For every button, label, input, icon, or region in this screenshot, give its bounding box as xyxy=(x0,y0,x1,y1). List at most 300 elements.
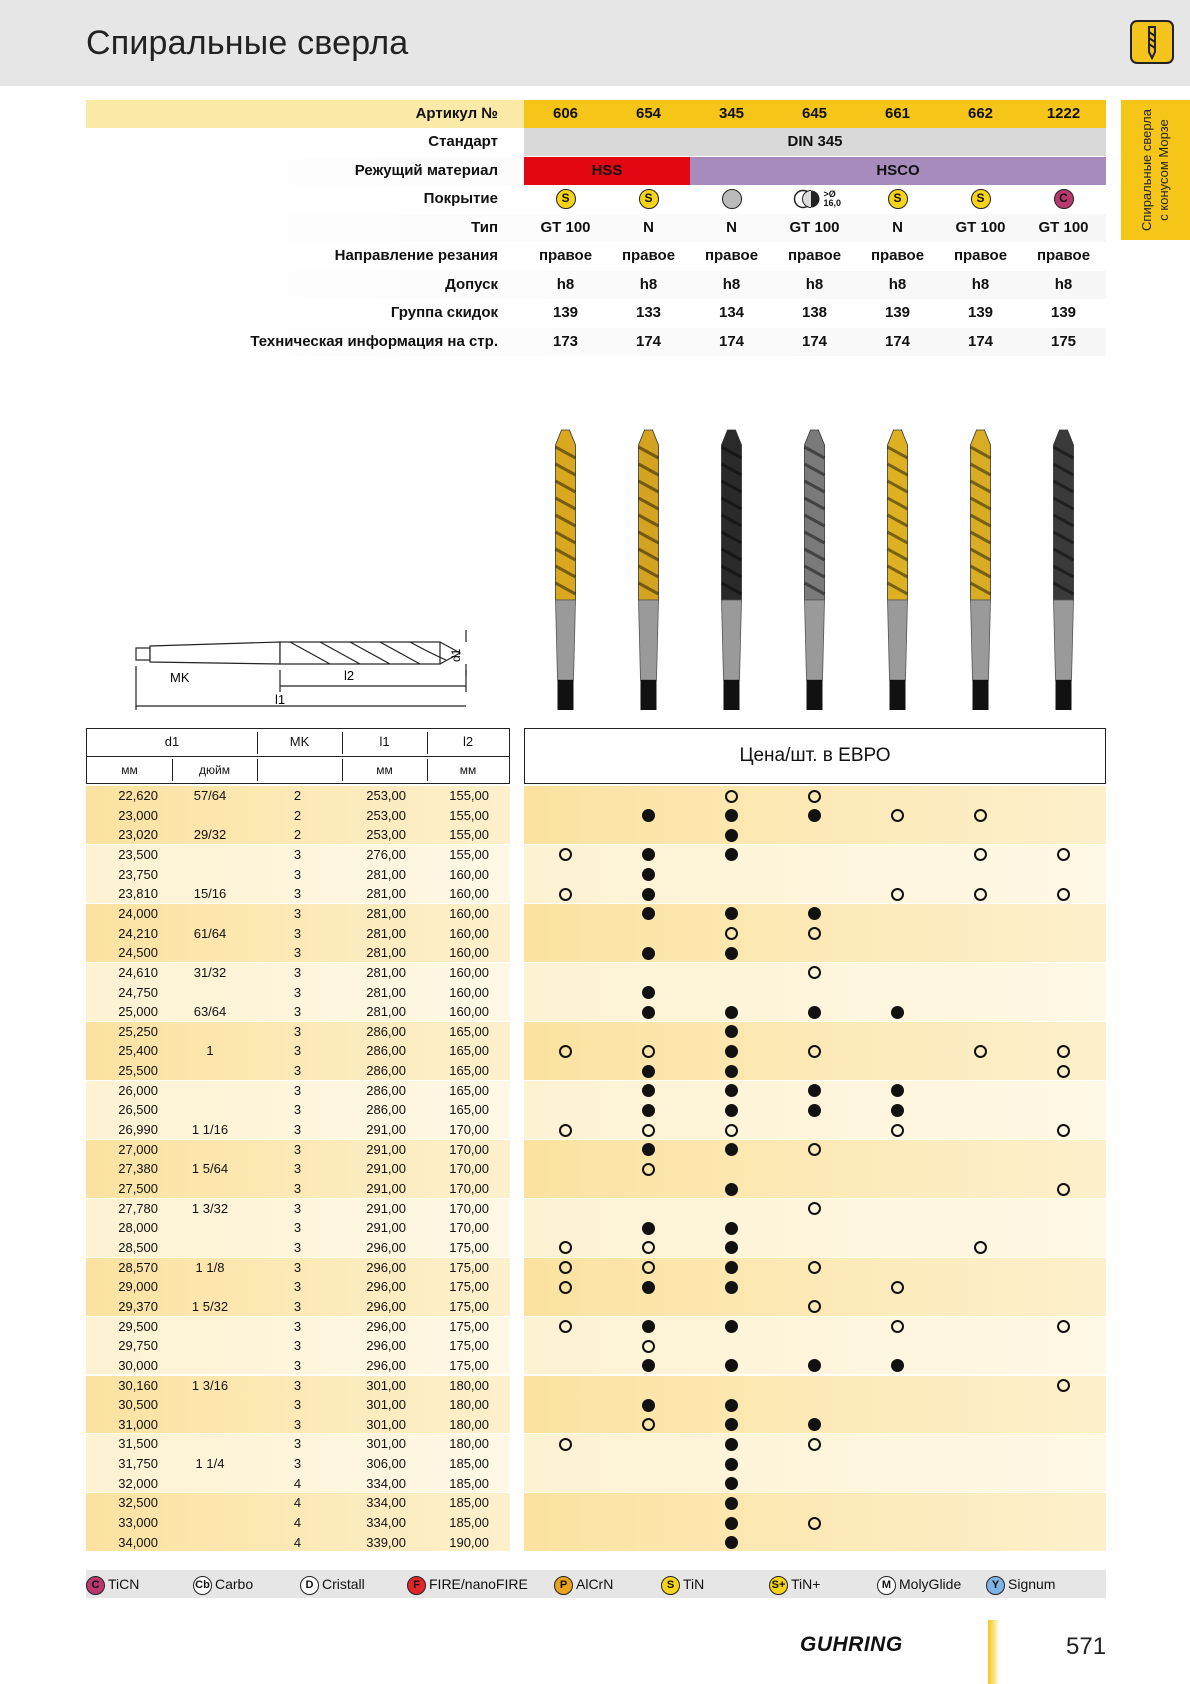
cell-l2: 170,00 xyxy=(449,1181,489,1196)
cell-l1: 281,00 xyxy=(366,945,406,961)
brand-logo: GUHRING xyxy=(800,1633,903,1656)
drill-glyph-icon xyxy=(1132,22,1172,62)
availability-dot-filled xyxy=(725,1517,738,1530)
coating-icon: S xyxy=(888,189,908,209)
cell-d1: 32,000 xyxy=(118,1475,158,1491)
availability-dot-filled xyxy=(725,1183,738,1196)
cell-inch: 1 3/32 xyxy=(191,1200,229,1216)
col-d1-inch: дюйм xyxy=(199,763,230,777)
cell-l1: 291,00 xyxy=(366,1200,406,1216)
legend-label: MolyGlide xyxy=(899,1576,962,1592)
coating-cristall-icon: D xyxy=(300,1576,319,1595)
availability-dot-open xyxy=(808,1438,821,1451)
legend-label: Cristall xyxy=(322,1576,365,1592)
spec-tolerances: h8 xyxy=(888,276,907,293)
cell-l2: 180,00 xyxy=(449,1436,489,1452)
legend-item xyxy=(877,1573,961,1595)
availability-dot-open xyxy=(642,1163,655,1176)
cell-l1: 281,00 xyxy=(366,925,406,941)
cell-inch xyxy=(170,1238,250,1258)
cell-mk: 3 xyxy=(293,1377,302,1393)
page-title: Спиральные сверла xyxy=(86,24,409,62)
coating-ticn-icon: C xyxy=(86,1576,105,1595)
coating-icon xyxy=(722,189,742,209)
article-number: 645 xyxy=(801,105,828,122)
legend-label: Signum xyxy=(1008,1576,1056,1592)
coating-alcrn-icon: P xyxy=(554,1576,573,1595)
cell-l2: 165,00 xyxy=(449,1023,489,1039)
cell-l1: 281,00 xyxy=(366,905,406,921)
legend-item xyxy=(300,1573,365,1595)
availability-dot-filled xyxy=(725,1458,738,1471)
spec-directions: правое xyxy=(704,247,759,264)
cell-inch xyxy=(170,1513,250,1533)
cell-d1: 27,380 xyxy=(118,1161,158,1177)
availability-dot-filled xyxy=(808,1104,821,1117)
cell-l2: 180,00 xyxy=(449,1377,489,1393)
legend-label: TiN+ xyxy=(791,1576,821,1592)
spec-discount-groups: 138 xyxy=(801,304,828,321)
availability-dot-open xyxy=(725,1124,738,1137)
drill-photo xyxy=(1054,430,1074,710)
spec-label: Артикул № xyxy=(415,105,498,122)
cell-mk: 2 xyxy=(293,827,302,843)
availability-dot-filled xyxy=(725,1006,738,1019)
availability-dot-open xyxy=(1057,1065,1070,1078)
cell-d1: 26,000 xyxy=(118,1082,158,1098)
cell-l1: 334,00 xyxy=(366,1515,406,1531)
cell-l1: 296,00 xyxy=(366,1338,406,1354)
availability-dot-open xyxy=(559,888,572,901)
cell-l1: 286,00 xyxy=(366,1082,406,1098)
availability-dot-open xyxy=(559,1124,572,1137)
spec-info-pages: 174 xyxy=(635,333,662,350)
cell-mk: 3 xyxy=(293,1318,302,1334)
availability-dot-open xyxy=(808,927,821,940)
cell-inch: 1 xyxy=(206,1043,214,1059)
cell-inch: 1 3/16 xyxy=(191,1377,229,1393)
spec-info-pages: 175 xyxy=(1050,333,1077,350)
cell-inch: 31/32 xyxy=(193,964,227,980)
cell-d1: 23,020 xyxy=(118,827,158,843)
cell-l1: 301,00 xyxy=(366,1416,406,1432)
spec-info-pages: 174 xyxy=(718,333,745,350)
cell-inch xyxy=(170,983,250,1003)
cell-mk: 3 xyxy=(293,1416,302,1432)
cell-d1: 23,810 xyxy=(118,886,158,902)
article-number: 661 xyxy=(884,105,911,122)
availability-dot-filled xyxy=(725,1261,738,1274)
spec-directions: правое xyxy=(870,247,925,264)
coating-signum-icon: Y xyxy=(986,1576,1005,1595)
legend-item xyxy=(986,1573,1055,1595)
side-tab-line2: с конусом Морзе xyxy=(1156,119,1171,221)
spec-label: Направление резания xyxy=(334,247,498,264)
availability-dot-filled xyxy=(642,1104,655,1117)
cell-inch xyxy=(170,1100,250,1120)
cell-l2: 185,00 xyxy=(449,1475,489,1491)
side-tab-line1: Спиральные сверла xyxy=(1139,109,1154,231)
availability-dot-open xyxy=(1057,1320,1070,1333)
price-header-label: Цена/шт. в ЕВРО xyxy=(739,745,891,766)
article-number: 1222 xyxy=(1046,105,1081,122)
col-mk: MK xyxy=(289,734,310,749)
cell-d1: 25,250 xyxy=(118,1023,158,1039)
cell-mk: 3 xyxy=(293,925,302,941)
standard-cell: DIN 345 xyxy=(524,128,1106,156)
availability-dot-filled xyxy=(642,1320,655,1333)
cell-inch xyxy=(170,1140,250,1160)
spec-tolerances: h8 xyxy=(1054,276,1073,293)
size-table-header xyxy=(86,728,510,784)
availability-dot-filled xyxy=(642,1399,655,1412)
availability-dot-open xyxy=(808,1261,821,1274)
cell-l1: 296,00 xyxy=(366,1357,406,1373)
availability-dot-filled xyxy=(642,1222,655,1235)
col-d1: d1 xyxy=(164,734,180,749)
availability-dot-open xyxy=(808,1045,821,1058)
cell-d1: 30,000 xyxy=(118,1357,158,1373)
cell-inch xyxy=(170,1218,250,1238)
drill-icon xyxy=(1130,20,1174,64)
cell-mk: 3 xyxy=(293,905,302,921)
cell-l1: 301,00 xyxy=(366,1436,406,1452)
spec-info-pages: 174 xyxy=(801,333,828,350)
drawing-d1-label: d1 xyxy=(449,648,463,662)
spec-info-pages: 174 xyxy=(967,333,994,350)
legend-label: Carbo xyxy=(215,1576,254,1592)
coating-icon: S xyxy=(639,189,659,209)
spec-label: Допуск xyxy=(445,276,498,293)
spec-directions: правое xyxy=(1036,247,1091,264)
spec-tolerances: h8 xyxy=(971,276,990,293)
cell-mk: 4 xyxy=(293,1515,302,1531)
availability-dot-open xyxy=(559,1438,572,1451)
drill-photo xyxy=(888,430,908,710)
cell-l1: 334,00 xyxy=(366,1475,406,1491)
spec-types: N xyxy=(643,219,654,236)
cell-inch xyxy=(170,904,250,924)
cell-mk: 3 xyxy=(293,1397,302,1413)
availability-dot-open xyxy=(725,790,738,803)
availability-dot-filled xyxy=(725,1045,738,1058)
cell-l2: 180,00 xyxy=(449,1397,489,1413)
legend-item xyxy=(407,1573,528,1595)
cell-l2: 175,00 xyxy=(449,1298,489,1314)
cell-d1: 28,000 xyxy=(118,1220,158,1236)
cell-d1: 29,750 xyxy=(118,1338,158,1354)
availability-dot-filled xyxy=(891,1104,904,1117)
cell-d1: 24,500 xyxy=(118,945,158,961)
spec-label: Группа скидок xyxy=(390,304,498,321)
cell-mk: 3 xyxy=(293,984,302,1000)
cell-mk: 3 xyxy=(293,945,302,961)
cell-inch xyxy=(170,806,250,826)
cell-mk: 3 xyxy=(293,866,302,882)
availability-dot-open xyxy=(1057,1045,1070,1058)
cell-l2: 155,00 xyxy=(449,846,489,862)
cell-inch: 63/64 xyxy=(193,1004,227,1020)
cell-inch xyxy=(170,1474,250,1494)
cell-mk: 4 xyxy=(293,1495,302,1511)
cell-mk: 3 xyxy=(293,1357,302,1373)
availability-dot-open xyxy=(1057,1124,1070,1137)
cell-l1: 281,00 xyxy=(366,886,406,902)
cell-l2: 175,00 xyxy=(449,1357,489,1373)
cell-d1: 32,500 xyxy=(118,1495,158,1511)
spec-label: Тип xyxy=(471,219,498,236)
cell-mk: 3 xyxy=(293,1102,302,1118)
cell-inch xyxy=(170,1277,250,1297)
cell-inch: 1 1/8 xyxy=(195,1259,225,1275)
cell-d1: 31,750 xyxy=(118,1456,158,1472)
drill-photo xyxy=(722,430,742,710)
cell-mk: 3 xyxy=(293,846,302,862)
spec-discount-groups: 139 xyxy=(1050,304,1077,321)
legend-item xyxy=(86,1573,139,1595)
spec-tolerances: h8 xyxy=(556,276,575,293)
cell-l1: 296,00 xyxy=(366,1298,406,1314)
coating-icon: S xyxy=(971,189,991,209)
availability-dot-open xyxy=(891,1124,904,1137)
legend-label: AlCrN xyxy=(576,1576,614,1592)
cell-l1: 281,00 xyxy=(366,984,406,1000)
drill-photo xyxy=(805,430,825,710)
drill-photo xyxy=(971,430,991,710)
cell-inch xyxy=(170,1395,250,1415)
availability-dot-filled xyxy=(725,1399,738,1412)
availability-dot-filled xyxy=(725,829,738,842)
cell-l2: 160,00 xyxy=(449,866,489,882)
cell-inch xyxy=(170,1415,250,1435)
spec-directions: правое xyxy=(538,247,593,264)
availability-dot-open xyxy=(642,1045,655,1058)
cell-l2: 175,00 xyxy=(449,1318,489,1334)
cell-d1: 27,500 xyxy=(118,1181,158,1196)
legend-item xyxy=(661,1573,704,1595)
cell-l1: 291,00 xyxy=(366,1161,406,1177)
availability-dot-filled xyxy=(725,1104,738,1117)
cell-d1: 27,000 xyxy=(118,1141,158,1157)
cell-l2: 185,00 xyxy=(449,1515,489,1531)
cell-mk: 2 xyxy=(293,807,302,823)
col-d1-mm: мм xyxy=(121,763,138,777)
legend-label: TiN xyxy=(683,1576,705,1592)
availability-dot-open xyxy=(642,1124,655,1137)
spec-discount-groups: 139 xyxy=(884,304,911,321)
cell-l1: 281,00 xyxy=(366,866,406,882)
cell-l1: 334,00 xyxy=(366,1495,406,1511)
cell-l2: 175,00 xyxy=(449,1259,489,1275)
spec-label: Покрытие xyxy=(423,190,498,207)
article-number: 662 xyxy=(967,105,994,122)
cell-inch xyxy=(170,1533,250,1553)
cell-l1: 306,00 xyxy=(366,1456,406,1472)
cell-l1: 339,00 xyxy=(366,1534,406,1550)
spec-types: GT 100 xyxy=(1038,219,1089,236)
cell-l2: 160,00 xyxy=(449,984,489,1000)
cell-d1: 29,500 xyxy=(118,1318,158,1334)
cell-l2: 190,00 xyxy=(449,1534,489,1550)
coating-firenanofire-icon: F xyxy=(407,1576,426,1595)
spec-directions: правое xyxy=(787,247,842,264)
drawing-mk-label: MK xyxy=(170,670,190,685)
coating-tin-icon: S xyxy=(661,1576,680,1595)
cell-l2: 160,00 xyxy=(449,1004,489,1020)
cell-l2: 155,00 xyxy=(449,807,489,823)
availability-dot-filled xyxy=(642,947,655,960)
cell-l2: 160,00 xyxy=(449,886,489,902)
spec-types: GT 100 xyxy=(540,219,591,236)
spec-types: N xyxy=(726,219,737,236)
cell-inch xyxy=(170,1336,250,1356)
legend-item xyxy=(769,1573,820,1595)
availability-dot-filled xyxy=(725,1222,738,1235)
cell-l2: 170,00 xyxy=(449,1200,489,1216)
cell-inch xyxy=(170,1493,250,1513)
price-band xyxy=(524,845,1106,903)
availability-dot-filled xyxy=(725,1438,738,1451)
spec-types: GT 100 xyxy=(789,219,840,236)
cell-l2: 155,00 xyxy=(449,827,489,843)
cell-mk: 3 xyxy=(293,886,302,902)
spec-discount-groups: 139 xyxy=(552,304,579,321)
availability-dot-filled xyxy=(808,1006,821,1019)
drawing-l2-label: l2 xyxy=(344,668,355,683)
price-header xyxy=(524,728,1106,784)
cell-l2: 160,00 xyxy=(449,905,489,921)
cell-mk: 3 xyxy=(293,1181,302,1196)
spec-discount-groups: 139 xyxy=(967,304,994,321)
coating-carbo-icon: Cb xyxy=(193,1576,212,1595)
availability-dot-filled xyxy=(642,868,655,881)
cell-mk: 3 xyxy=(293,1200,302,1216)
cell-d1: 34,000 xyxy=(118,1534,158,1550)
availability-dot-open xyxy=(891,1320,904,1333)
cell-d1: 28,570 xyxy=(118,1259,158,1275)
technical-drawing xyxy=(130,620,470,710)
coating-molyglide-icon: M xyxy=(877,1576,896,1595)
spec-discount-groups: 134 xyxy=(718,304,745,321)
article-number: 606 xyxy=(552,105,579,122)
cell-mk: 3 xyxy=(293,1141,302,1157)
cell-d1: 23,000 xyxy=(118,807,158,823)
cell-l1: 291,00 xyxy=(366,1122,406,1138)
cell-l1: 296,00 xyxy=(366,1318,406,1334)
cell-d1: 31,500 xyxy=(118,1436,158,1452)
spec-info-pages: 173 xyxy=(552,333,579,350)
legend-item xyxy=(554,1573,613,1595)
spec-directions: правое xyxy=(953,247,1008,264)
availability-dot-filled xyxy=(725,1065,738,1078)
cell-inch: 1 1/4 xyxy=(195,1456,225,1472)
cell-d1: 29,000 xyxy=(118,1279,158,1295)
cell-l2: 155,00 xyxy=(449,788,489,803)
availability-dot-filled xyxy=(642,888,655,901)
legend-label: TiCN xyxy=(108,1576,140,1592)
page-number: 571 xyxy=(1066,1633,1107,1660)
cell-inch xyxy=(170,1179,250,1199)
cell-l2: 170,00 xyxy=(449,1122,489,1138)
cell-d1: 26,500 xyxy=(118,1102,158,1118)
spec-types: GT 100 xyxy=(955,219,1006,236)
cell-inch: 61/64 xyxy=(193,925,227,941)
cell-inch xyxy=(170,943,250,963)
col-l2: l2 xyxy=(462,734,474,749)
cell-d1: 30,160 xyxy=(118,1377,158,1393)
cell-d1: 28,500 xyxy=(118,1239,158,1255)
article-number: 654 xyxy=(635,105,662,122)
cell-inch xyxy=(170,1317,250,1337)
cell-inch: 57/64 xyxy=(193,788,227,803)
cell-inch xyxy=(170,1081,250,1101)
side-tab-label xyxy=(1121,100,1190,240)
availability-dot-filled xyxy=(642,1281,655,1294)
cell-d1: 26,990 xyxy=(118,1122,158,1138)
cell-mk: 3 xyxy=(293,1279,302,1295)
cell-mk: 3 xyxy=(293,1338,302,1354)
availability-dot-open xyxy=(559,1045,572,1058)
col-l2-mm: мм xyxy=(459,763,477,777)
cell-mk: 3 xyxy=(293,1023,302,1039)
cell-l2: 160,00 xyxy=(449,964,489,980)
cell-inch xyxy=(170,1022,250,1042)
cell-l2: 165,00 xyxy=(449,1063,489,1079)
spec-label: Техническая информация на стр. xyxy=(250,333,498,350)
cell-mk: 3 xyxy=(293,1122,302,1138)
legend-item xyxy=(193,1573,253,1595)
cell-inch: 1 1/16 xyxy=(191,1122,229,1138)
coating-icon: C xyxy=(1054,189,1074,209)
cell-mk: 3 xyxy=(293,1239,302,1255)
drawing-l1-label: l1 xyxy=(275,692,286,707)
cell-inch xyxy=(170,845,250,865)
cell-l1: 301,00 xyxy=(366,1397,406,1413)
cell-l1: 301,00 xyxy=(366,1377,406,1393)
col-l1: l1 xyxy=(379,734,390,749)
cell-l2: 170,00 xyxy=(449,1141,489,1157)
cell-mk: 3 xyxy=(293,1456,302,1472)
cell-l1: 286,00 xyxy=(366,1063,406,1079)
cell-d1: 24,750 xyxy=(118,984,158,1000)
cell-l2: 165,00 xyxy=(449,1102,489,1118)
cell-mk: 3 xyxy=(293,1220,302,1236)
spec-directions: правое xyxy=(621,247,676,264)
spec-tolerances: h8 xyxy=(805,276,824,293)
cell-l2: 180,00 xyxy=(449,1416,489,1432)
cell-l2: 165,00 xyxy=(449,1043,489,1059)
cell-mk: 3 xyxy=(293,1161,302,1177)
cell-l2: 175,00 xyxy=(449,1279,489,1295)
cell-inch: 1 5/32 xyxy=(191,1298,229,1314)
cell-d1: 30,500 xyxy=(118,1397,158,1413)
cell-d1: 31,000 xyxy=(118,1416,158,1432)
cell-l1: 291,00 xyxy=(366,1181,406,1196)
cell-l2: 160,00 xyxy=(449,945,489,961)
cell-l1: 286,00 xyxy=(366,1102,406,1118)
cell-l2: 160,00 xyxy=(449,925,489,941)
availability-dot-open xyxy=(725,927,738,940)
availability-dot-open xyxy=(1057,1183,1070,1196)
spec-label: Стандарт xyxy=(428,133,498,150)
cell-mk: 3 xyxy=(293,1259,302,1275)
cell-inch xyxy=(170,865,250,885)
availability-dot-open xyxy=(642,1340,655,1353)
cell-d1: 27,780 xyxy=(118,1200,158,1216)
availability-dot-open xyxy=(808,790,821,803)
spec-label: Режущий материал xyxy=(354,162,498,179)
cell-l2: 165,00 xyxy=(449,1082,489,1098)
